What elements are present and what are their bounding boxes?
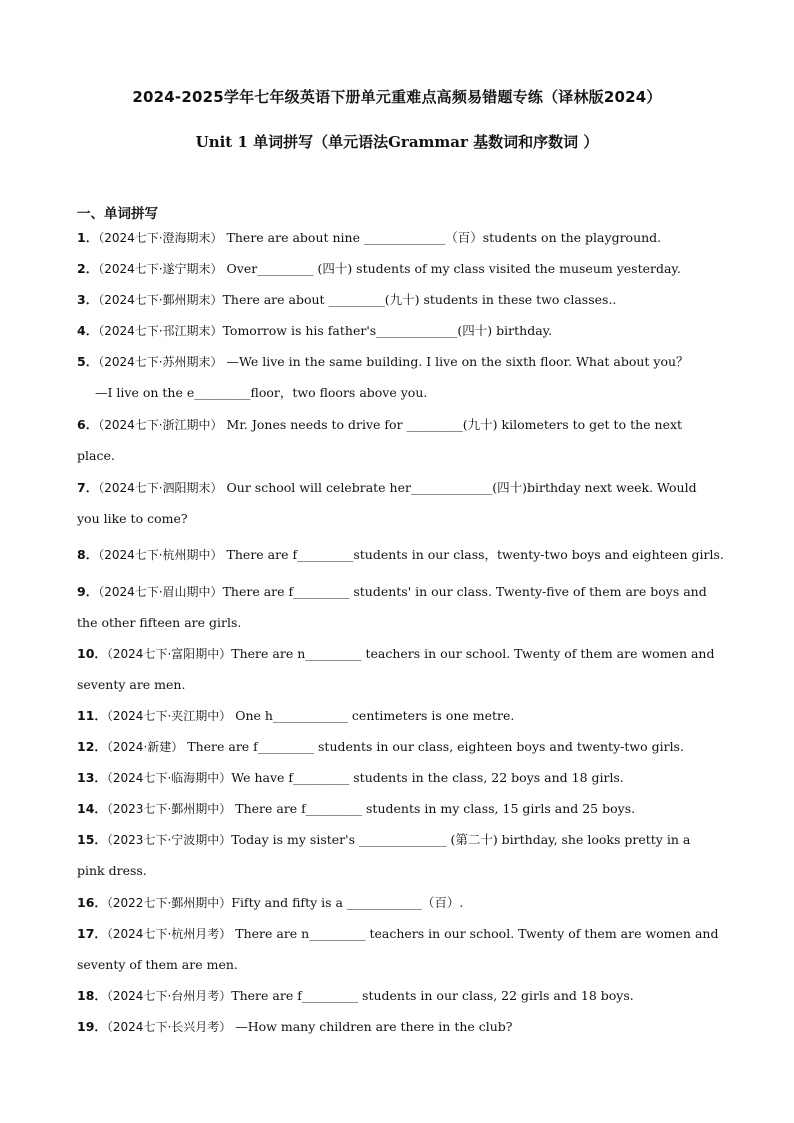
question-13 [77, 762, 727, 794]
question-text: There are about nine _____________（百）students on the playground. [222, 230, 662, 245]
question-text: One h____________ centimeters is one metre. [231, 708, 515, 723]
question-10-continuation: seventy are men. [77, 677, 186, 692]
question-6 [77, 409, 727, 441]
question-text: There are n_________ teachers in our school. Twenty of them are women and [231, 926, 719, 941]
question-text: We have f_________ students in the class, 22 boys and 18 girls. [231, 770, 624, 785]
question-text: There are f_________ students' in our class. Twenty-five of them are boys and [222, 584, 707, 599]
question-text: —How many children are there in the club? [231, 1019, 513, 1034]
question-text: Today is my sister's ______________ (第二十) birthday, she looks pretty in a [231, 832, 691, 847]
question-source: （2024七下·杭州月考） [106, 927, 232, 941]
question-15-continuation: pink dress. [77, 863, 147, 878]
page-title: 2024-2025学年七年级英语下册单元重难点高频易错题专练（译林版2024） [132, 88, 662, 106]
question-text: Over_________ (四十) students of my class visited the museum yesterday. [222, 261, 681, 276]
question-source: （2024七下·临海期中） [106, 771, 232, 785]
question-2 [77, 253, 727, 285]
question-number: 15． [77, 832, 107, 847]
question-text: Tomorrow is his father's_____________(四十) birthday. [222, 323, 553, 338]
question-5 [77, 346, 727, 378]
question-source: （2024七下·遂宁期末） [98, 262, 223, 276]
question-number: 19． [77, 1019, 107, 1034]
question-number: 5． [77, 354, 99, 369]
question-text: Mr. Jones needs to drive for _________(九十) kilometers to get to the next [222, 417, 683, 432]
question-number: 3． [77, 292, 99, 307]
question-source: （2024七下·泗阳期末） [98, 481, 223, 495]
question-14 [77, 793, 727, 825]
question-1 [77, 222, 727, 254]
question-9-continuation: the other fifteen are girls. [77, 615, 242, 630]
question-6-continuation: place. [77, 448, 115, 463]
question-source: （2024七下·澄海期末） [98, 231, 223, 245]
question-4 [77, 315, 727, 347]
question-text: There are f_________ students in our class, 22 girls and 18 boys. [231, 988, 634, 1003]
question-source: （2024七下·夹江期中） [106, 709, 232, 723]
question-number: 12． [77, 739, 107, 754]
question-text: —We live in the same building. I live on the sixth floor. What about you？ [222, 354, 689, 369]
question-source: （2024七下·富阳期中） [106, 647, 232, 661]
question-source: （2024七下·眉山期中） [98, 585, 223, 599]
question-number: 8． [77, 547, 99, 562]
question-17 [77, 918, 727, 950]
question-text: There are about _________(九十) students in these two classes.. [222, 292, 617, 307]
question-number: 2． [77, 261, 99, 276]
question-source: （2024七下·鄞州期末） [98, 293, 223, 307]
question-number: 10． [77, 646, 107, 661]
question-7 [77, 472, 727, 504]
question-10 [77, 638, 727, 670]
question-number: 17． [77, 926, 107, 941]
question-number: 4． [77, 323, 99, 338]
question-source: （2024七下·浙江期中） [98, 418, 223, 432]
question-source: （2024七下·邗江期末） [98, 324, 223, 338]
question-source: （2024七下·苏州期末） [98, 355, 223, 369]
question-number: 7． [77, 480, 99, 495]
question-text: There are f_________ students in our class, eighteen boys and twenty-two girls. [183, 739, 684, 754]
question-number: 16． [77, 895, 107, 910]
question-12 [77, 731, 727, 763]
question-number: 1． [77, 230, 99, 245]
question-number: 11． [77, 708, 107, 723]
question-number: 9． [77, 584, 99, 599]
question-source: （2023七下·宁波期中） [106, 833, 232, 847]
question-18 [77, 980, 727, 1012]
question-text: There are f_________students in our class，twenty-two boys and eighteen girls. [222, 547, 724, 562]
question-source: （2024七下·长兴月考） [106, 1020, 232, 1034]
question-source: （2024·新建） [106, 740, 184, 754]
question-17-continuation: seventy of them are men. [77, 957, 238, 972]
question-19 [77, 1011, 727, 1043]
question-source: （2024七下·杭州期中） [98, 548, 223, 562]
section-heading: 一、单词拼写 [77, 206, 158, 222]
question-source: （2022七下·鄞州期中） [106, 896, 232, 910]
question-3 [77, 284, 727, 316]
question-text: There are f_________ students in my class, 15 girls and 25 boys. [231, 801, 636, 816]
question-8 [77, 539, 727, 571]
question-number: 6． [77, 417, 99, 432]
question-number: 13． [77, 770, 107, 785]
question-15 [77, 824, 727, 856]
question-source: （2024七下·台州月考） [106, 989, 232, 1003]
question-text: There are n_________ teachers in our school. Twenty of them are women and [231, 646, 715, 661]
question-source: （2023七下·鄞州期中） [106, 802, 232, 816]
question-number: 14． [77, 801, 107, 816]
page-subtitle: Unit 1 单词拼写（单元语法Grammar 基数词和序数词 ） [195, 133, 599, 151]
question-5-continuation: —I live on the e_________floor，two floors above you. [95, 385, 428, 400]
question-9 [77, 576, 727, 608]
question-7-continuation: you like to come? [77, 511, 188, 526]
question-text: Our school will celebrate her_____________(四十)birthday next week. Would [222, 480, 697, 495]
question-16 [77, 887, 727, 919]
question-text: Fifty and fifty is a ____________（百）. [231, 895, 464, 910]
question-11 [77, 700, 727, 732]
question-number: 18． [77, 988, 107, 1003]
